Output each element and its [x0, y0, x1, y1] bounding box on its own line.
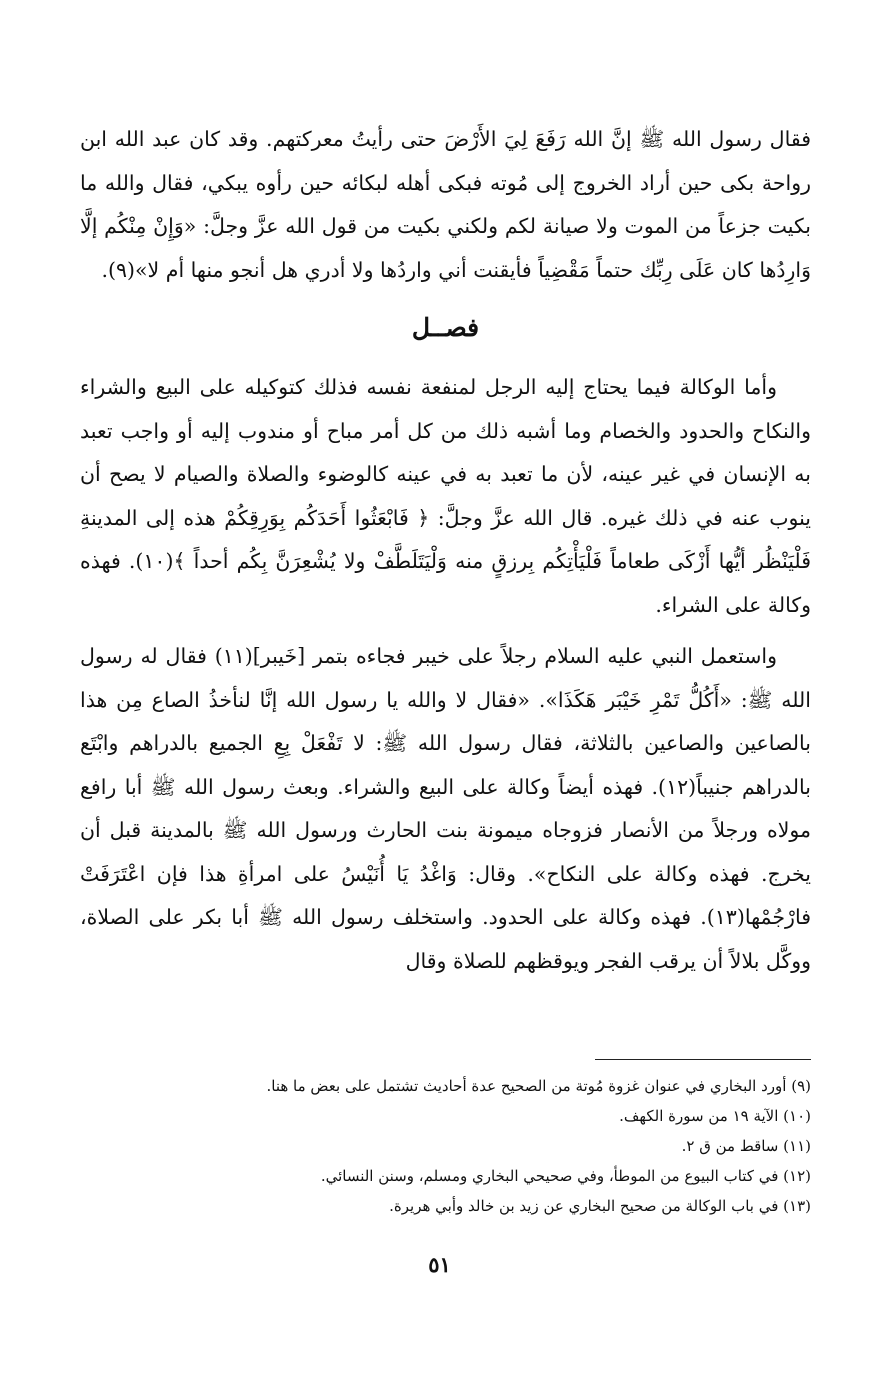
footnote-9: (٩) أورد البخاري في عنوان غزوة مُوتة من الصحيح عدة أحاديث تشتمل على بعض ما هنا. — [266, 1077, 811, 1095]
main-text — [80, 118, 811, 983]
page-number: ٥١ — [428, 1252, 451, 1277]
footnote-12: (١٢) في كتاب البيوع من الموطأ، وفي صحيحي البخاري ومسلم، وسنن النسائي. — [320, 1167, 811, 1185]
footnotes — [80, 1071, 811, 1221]
paragraph-3: واستعمل النبي عليه السلام رجلاً على خيبر فجاءه بتمر [خَيبر](١١) فقال له رسول الله ﷺ: «أَكُلُّ تَمْرِ خَيْبَر هَكَذَا». «فقال لا والله يا رسول الله إنَّا لنأخذُ الصاع مِن هذا بالصاعين والصاعين بالثلاثة، فقال رسول الله ﷺ: لا تَفْعَلْ بِعِ الجميع بالدراهم وابْتَع بالدراهم جنيباً(١٢). فهذه أيضاً وكالة على البيع والشراء. وبعث رسول الله ﷺ أبا رافع مولاه ورجلاً من الأنصار فزوجاه ميمونة بنت الحارث ورسول الله ﷺ بالمدينة قبل أن يخرج. فهذه وكالة على النكاح». وقال: وَاغْدُ يَا أُنَيْسُ على امرأةِ هذا فإن اعْتَرَفَتْ فارْجُمْها(١٣). فهذه وكالة على الحدود. واستخلف رسول الله ﷺ أبا بكر على الصلاة، ووكَّل بلالاً أن يرقب الفجر ويوقظهم للصلاة وقال — [80, 644, 811, 973]
footnote-10: (١٠) الآية ١٩ من سورة الكهف. — [619, 1107, 811, 1125]
section-heading: فصــل — [411, 313, 480, 342]
footnote-divider — [595, 1059, 811, 1060]
paragraph-2: وأما الوكالة فيما يحتاج إليه الرجل لمنفعة نفسه فذلك كتوكيله على البيع والشراء والنكاح والحدود والخصام وما أشبه ذلك من كل أمر مباح أو مندوب إليه أو واجب تعبد به الإنسان في غير عينه، لأن ما تعبد به في عينه كالوضوء والصلاة والصيام لا يصح أن ينوب عنه في ذلك غيره. قال الله عزَّ وجلَّ: ﴿ فَابْعَثُوا أَحَدَكُم بِوَرِقِكُمْ هذه إلى المدينةِ فَلْيَنْظُر أيُّها أَزْكَى طعاماً فَلْيَأْتِكُم بِرزقٍ منه وَلْيَتَلَطَّفْ ولا يُشْعِرَنَّ بِكُم أحداً ﴾(١٠). فهذه وكالة على الشراء. — [80, 375, 811, 617]
footnote-13: (١٣) في باب الوكالة من صحيح البخاري عن زيد بن خالد وأبي هريرة. — [389, 1197, 811, 1215]
footnote-11: (١١) ساقط من ق ٢. — [681, 1137, 811, 1155]
paragraph-1: فقال رسول الله ﷺ إنَّ الله رَفَعَ لِيَ الأَرْضَ حتى رأيتُ معركتهم. وقد كان عبد الله ابن رواحة بكى حين أراد الخروج إلى مُوته فبكى أهله لبكائه حين رأوه يبكي، فقال والله ما بكيت جزعاً من الموت ولا صيانة لكم ولكني بكيت من قول الله عزَّ وجلَّ: «وَإِنْ مِنْكُم إلَّا وَارِدُها كان عَلَى رِبِّك حتماً مَقْضِياً فأيقنت أني واردُها ولا أدري هل أنجو منها أم لا»(٩). — [80, 127, 811, 282]
